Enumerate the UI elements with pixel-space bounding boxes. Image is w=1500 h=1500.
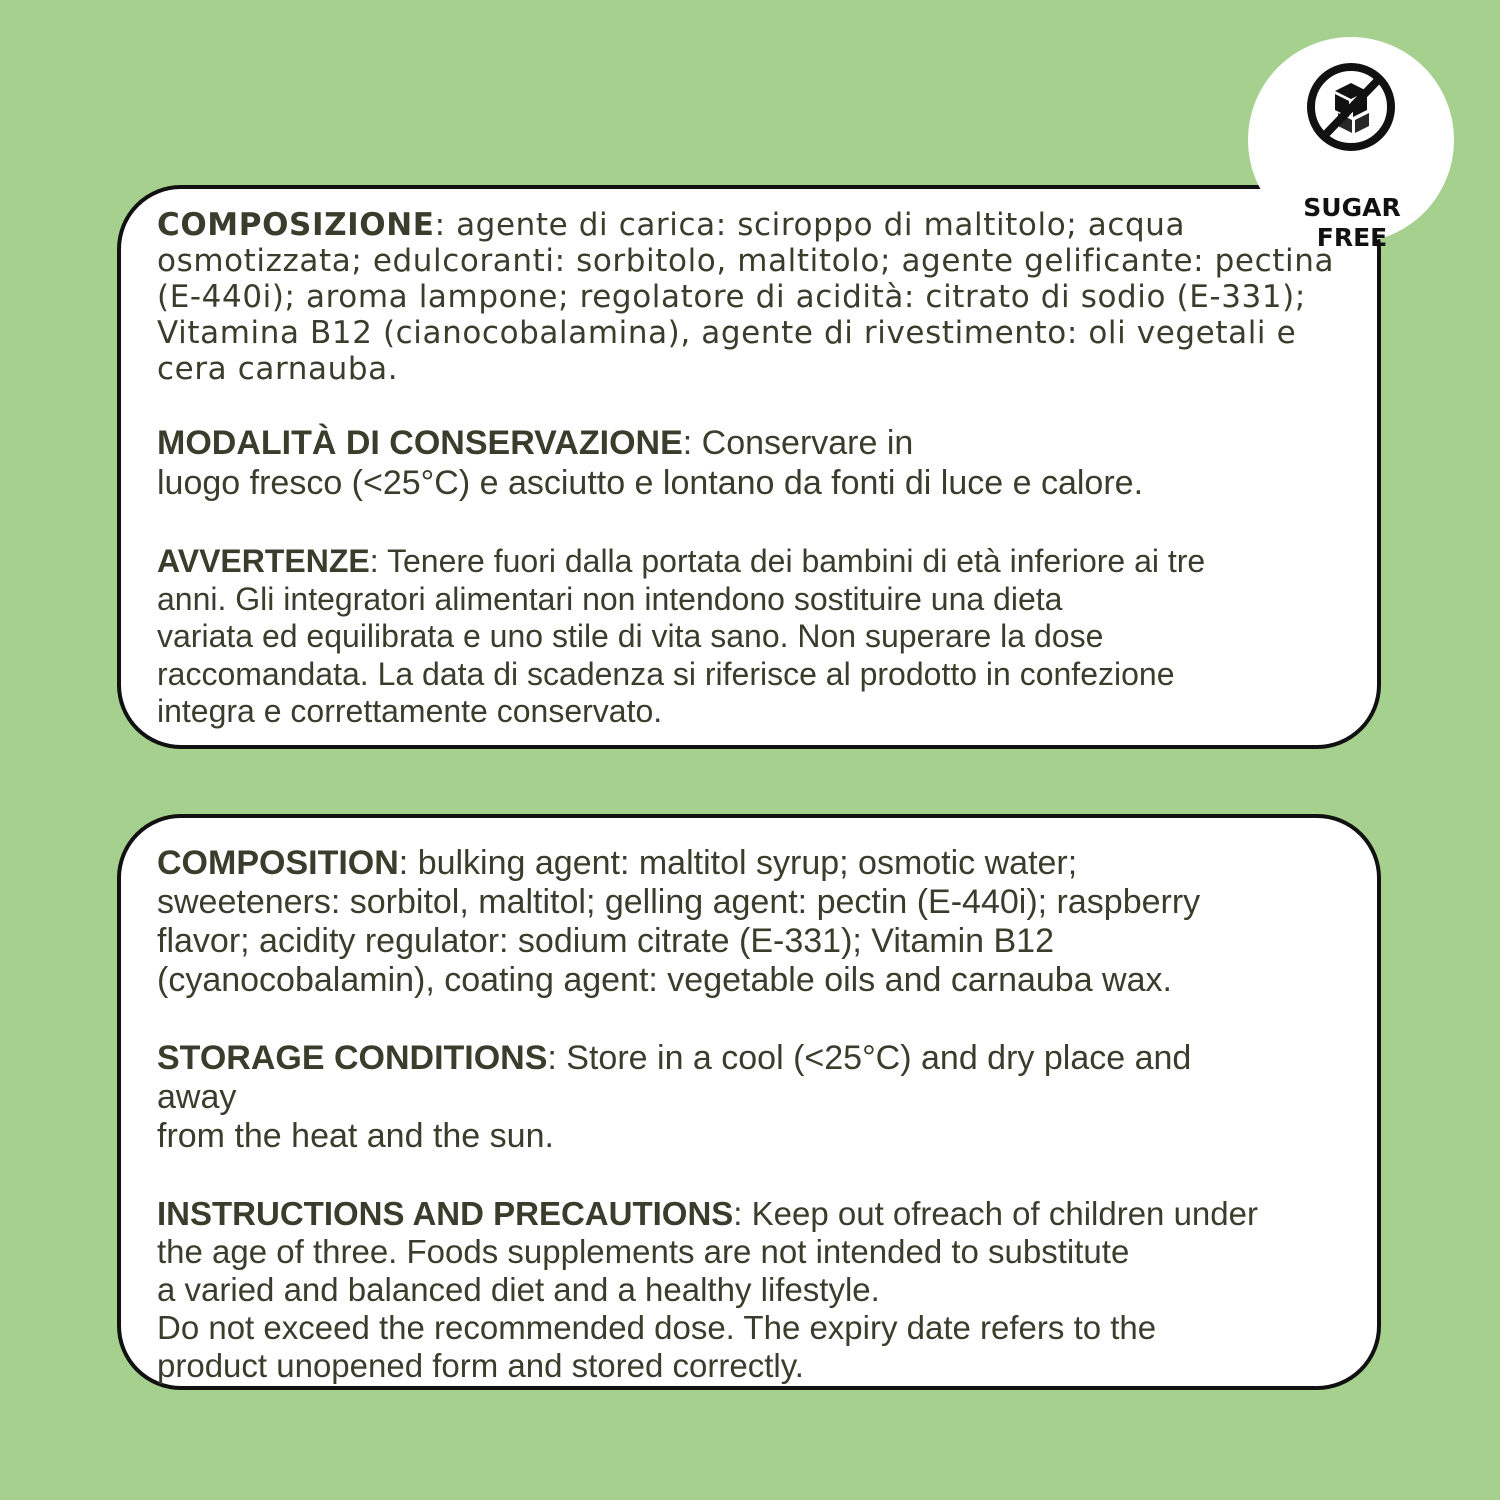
english-info-panel	[117, 814, 1381, 1390]
instructions-heading: INSTRUCTIONS AND PRECAUTIONS	[157, 1195, 734, 1232]
composizione-heading: COMPOSIZIONE	[157, 207, 435, 243]
no-sugar-icon	[1305, 61, 1397, 153]
badge-label: SUGAR FREE	[1303, 193, 1401, 252]
sugar-free-badge	[1248, 37, 1454, 252]
avvertenze-paragraph: AVVERTENZE: Tenere fuori dalla portata dei bambini di età inferiore ai tre anni. Gli integratori alimentari non intendono sostituire una dieta variata ed equilibrata e uno stile di vita sano. Non superare la dose raccomandata. La data di scadenza si riferisce al prodotto in confezione integra e correttamente conservato.	[157, 543, 1206, 729]
conservazione-paragraph: MODALITÀ DI CONSERVAZIONE: Conservare in luogo fresco (<25°C) e asciutto e lontano da fonti di luce e calore.	[157, 424, 1144, 502]
italian-info-panel	[117, 185, 1381, 749]
composizione-paragraph: COMPOSIZIONE: agente di carica: sciroppo di maltitolo; acqua osmotizzata; edulcoranti: sorbitolo, maltitolo; agente gelificante: pectina (E-440i); aroma lampone; regolatore di acidità: citrato di sodio (E-331); Vitamina B12 (cianocobalamina), agente di rivestimento: oli vegetali e cera carnauba.	[157, 207, 1335, 387]
instructions-paragraph: INSTRUCTIONS AND PRECAUTIONS: Keep out ofreach of children under the age of three. Foods supplements are not intended to substitute a varied and balanced diet and a healthy lifestyle. Do not exceed the recommended dose. The expiry date refers to the product unopened form and stored correctly.	[157, 1195, 1258, 1384]
avvertenze-heading: AVVERTENZE	[157, 543, 370, 579]
conservazione-heading: MODALITÀ DI CONSERVAZIONE	[157, 424, 683, 462]
composition-paragraph: COMPOSITION: bulking agent: maltitol syrup; osmotic water; sweeteners: sorbitol, maltitol; gelling agent: pectin (E-440i); raspberry flavor; acidity regulator: sodium citrate (E-331); Vitamin B12 (cyanocobalamin), coating agent: vegetable oils and carnauba wax.	[157, 844, 1201, 999]
composition-heading: COMPOSITION	[157, 844, 399, 882]
storage-paragraph: STORAGE CONDITIONS: Store in a cool (<25°C) and dry place and away from the heat and the sun.	[157, 1039, 1192, 1155]
storage-heading: STORAGE CONDITIONS	[157, 1039, 548, 1077]
